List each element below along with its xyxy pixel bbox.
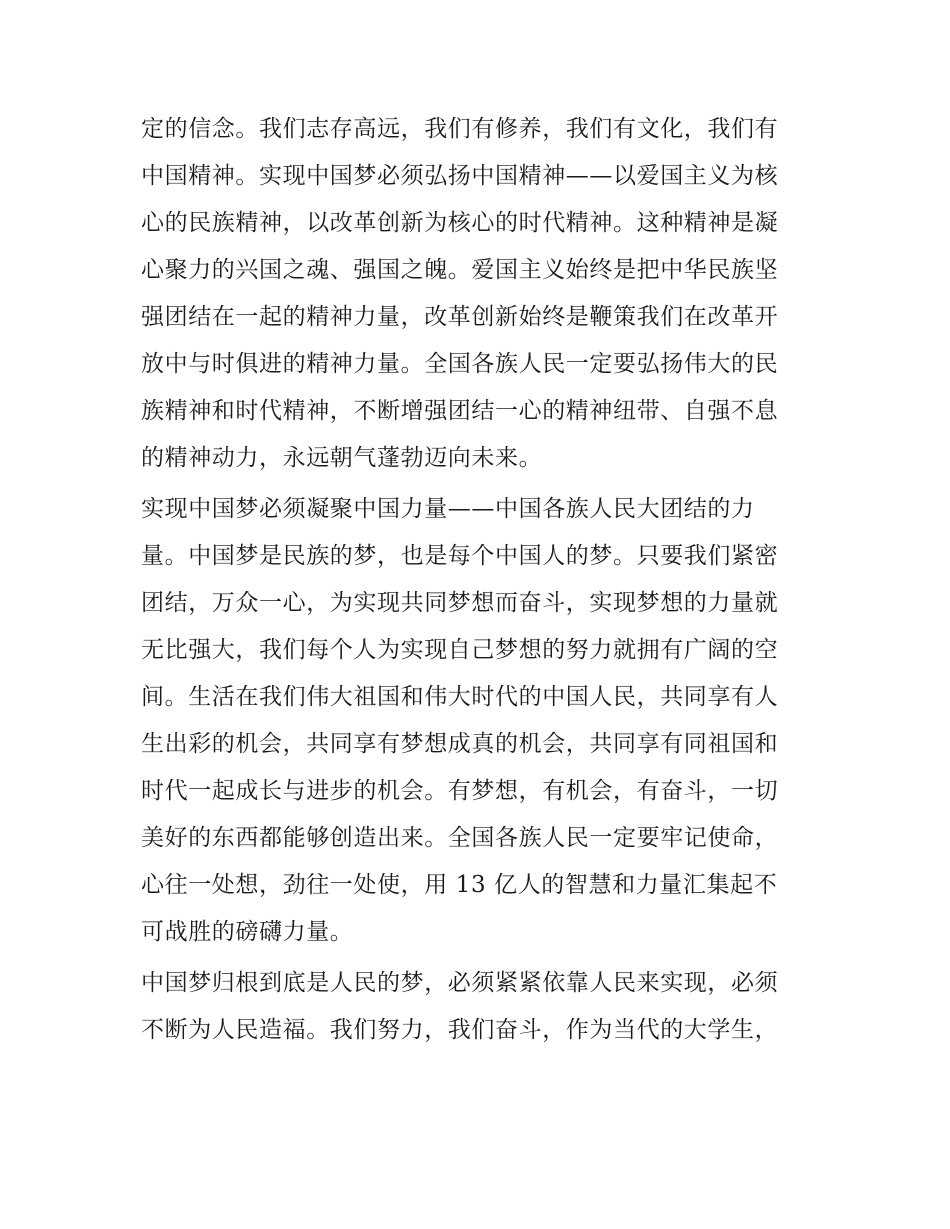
text-line: 心的民族精神，以改革创新为核心的时代精神。这种精神是凝 — [141, 210, 779, 236]
body-text — [141, 106, 821, 1054]
text-line: 不断为人民造福。我们努力，我们奋斗，作为当代的大学生， — [141, 1017, 779, 1043]
text-line: 量。中国梦是民族的梦，也是每个中国人的梦。只要我们紧密 — [141, 543, 779, 569]
text-line: 可战胜的磅礴力量。 — [141, 919, 354, 945]
paragraph-1 — [141, 106, 821, 482]
text-line: 间。生活在我们伟大祖国和伟大时代的中国人民，共同享有人 — [141, 684, 779, 710]
text-line: 中国梦归根到底是人民的梦，必须紧紧依靠人民来实现，必须 — [141, 970, 779, 996]
paragraph-2 — [141, 486, 821, 956]
text-line: 实现中国梦必须凝聚中国力量——中国各族人民大团结的力 — [141, 496, 755, 522]
text-line: 中国精神。实现中国梦必须弘扬中国精神——以爱国主义为核 — [141, 163, 779, 189]
text-line: 族精神和时代精神，不断增强团结一心的精神纽带、自强不息 — [141, 398, 779, 424]
text-line: 强团结在一起的精神力量，改革创新始终是鞭策我们在改革开 — [141, 304, 779, 330]
text-line: 生出彩的机会，共同享有梦想成真的机会，共同享有同祖国和 — [141, 731, 779, 757]
text-line: 无比强大，我们每个人为实现自己梦想的努力就拥有广阔的空 — [141, 637, 779, 663]
text-line: 放中与时俱进的精神力量。全国各族人民一定要弘扬伟大的民 — [141, 351, 779, 377]
text-line: 时代一起成长与进步的机会。有梦想，有机会，有奋斗，一切 — [141, 778, 779, 804]
text-line: 团结，万众一心，为实现共同梦想而奋斗，实现梦想的力量就 — [141, 590, 779, 616]
paragraph-3 — [141, 960, 821, 1054]
text-line: 心往一处想，劲往一处使，用 13 亿人的智慧和力量汇集起不 — [141, 872, 778, 898]
text-line: 的精神动力，永远朝气蓬勃迈向未来。 — [141, 445, 543, 471]
text-line: 定的信念。我们志存高远，我们有修养，我们有文化，我们有 — [141, 116, 779, 142]
text-line: 心聚力的兴国之魂、强国之魄。爱国主义始终是把中华民族坚 — [141, 257, 779, 283]
text-line: 美好的东西都能够创造出来。全国各族人民一定要牢记使命， — [141, 825, 779, 851]
